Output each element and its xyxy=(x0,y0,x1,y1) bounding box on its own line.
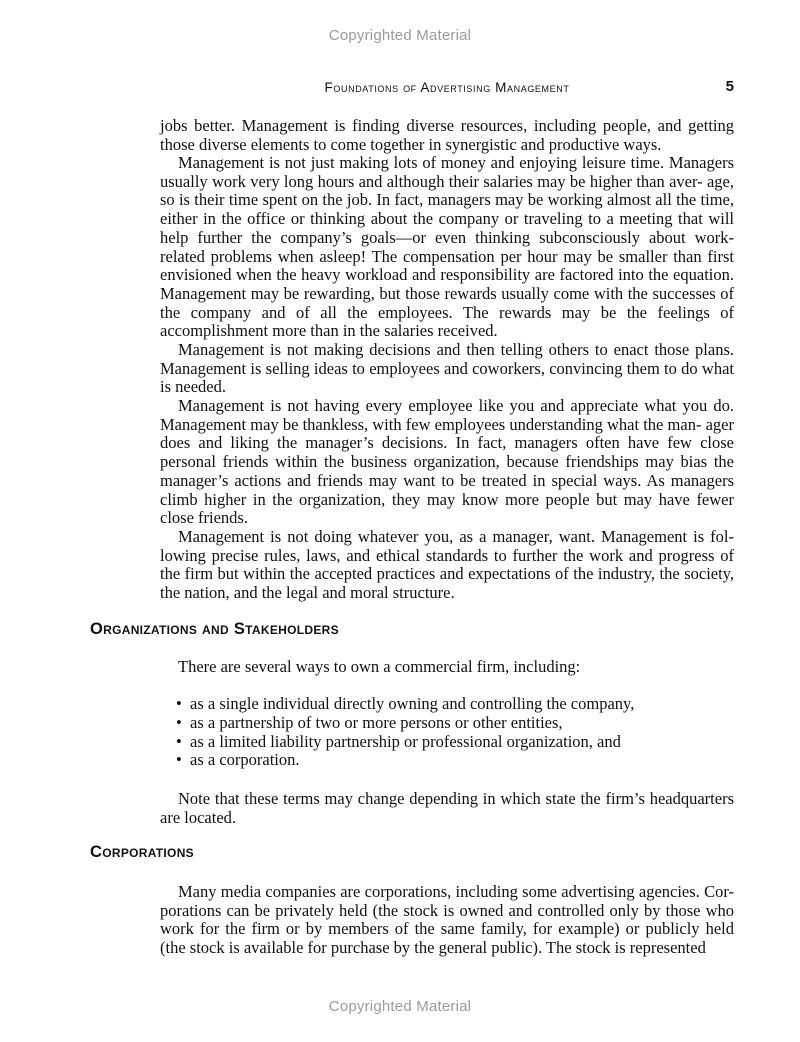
ownership-note: Note that these terms may change depending in which state the firm’s headquarters are located. xyxy=(160,789,734,827)
paragraph-continuation: jobs better. Management is finding diverse resources, including people, and getting those diverse elements to come together in synergistic and productive ways. xyxy=(160,116,734,154)
section-heading-corporations: Corporations xyxy=(90,843,194,861)
paragraph-rules: Management is not doing whatever you, as a manager, want. Management is fol- lowing precise rules, laws, and ethical standards to further the work and progress of the firm but within the accepted practices and expectations of the industry, the society, the nation, and the legal and moral structure. xyxy=(160,527,734,603)
list-item: • as a single individual directly owning and controlling the company, xyxy=(176,694,635,713)
corporations-paragraph: Many media companies are corporations, including some advertising agencies. Cor- porations can be privately held (the stock is owned and controlled only by those who work for the firm or by members of the same family, for example) or publicly held (the stock is available for purchase by the general public). The stock is represented xyxy=(160,882,734,958)
running-head-title: Foundations of Advertising Management xyxy=(324,80,570,95)
bullet-icon: • xyxy=(176,750,182,770)
ownership-intro: There are several ways to own a commercial firm, including: xyxy=(178,657,581,676)
paragraph-decisions: Management is not making decisions and then telling others to enact those plans. Management is selling ideas to employees and coworkers, convincing them to do what is needed. xyxy=(160,340,734,397)
running-head xyxy=(160,80,734,100)
paragraph-thankless: Management is not having every employee like you and appreciate what you do. Management may be thankless, with few employees understanding what the man- ager does and liking the manager’s decisions. In fact, managers often have few close personal friends within the business organization, because friendships may bias the manager’s actions and friends may want to be treated in special ways. As managers climb higher in the organization, they may know more people but may have fewer close friends. xyxy=(160,396,734,528)
bullet-icon: • xyxy=(176,731,182,751)
bullet-icon: • xyxy=(176,694,182,713)
paragraph-leisure: Management is not just making lots of money and enjoying leisure time. Managers usually work very long hours and although their salaries may be higher than aver- age, so is their time spent on the job. In fact, managers may be working almost all the time, either in the office or thinking about the company or traveling to a meeting that will help further the company’s goals—or even thinking subconsciously about work-related problems when asleep! The compensation per hour may be smaller than first envisioned when the heavy workload and responsibility are factored into the equation. Management may be rewarding, but those rewards usually come with the successes of the company and of all the employees. The rewards may be the feelings of accomplishment more than in the salaries received. xyxy=(160,153,734,341)
list-item: • as a partnership of two or more persons or other entities, xyxy=(176,712,563,732)
copyright-watermark-top: Copyrighted Material xyxy=(328,27,472,44)
list-item: • as a corporation. xyxy=(176,750,300,770)
page-number: 5 xyxy=(725,78,734,95)
copyright-watermark-bottom: Copyrighted Material xyxy=(328,998,472,1015)
list-item: • as a limited liability partnership or professional organization, and xyxy=(176,731,621,751)
section-heading-organizations: Organizations and Stakeholders xyxy=(90,620,339,638)
ownership-list xyxy=(176,695,634,770)
bullet-icon: • xyxy=(176,712,182,732)
